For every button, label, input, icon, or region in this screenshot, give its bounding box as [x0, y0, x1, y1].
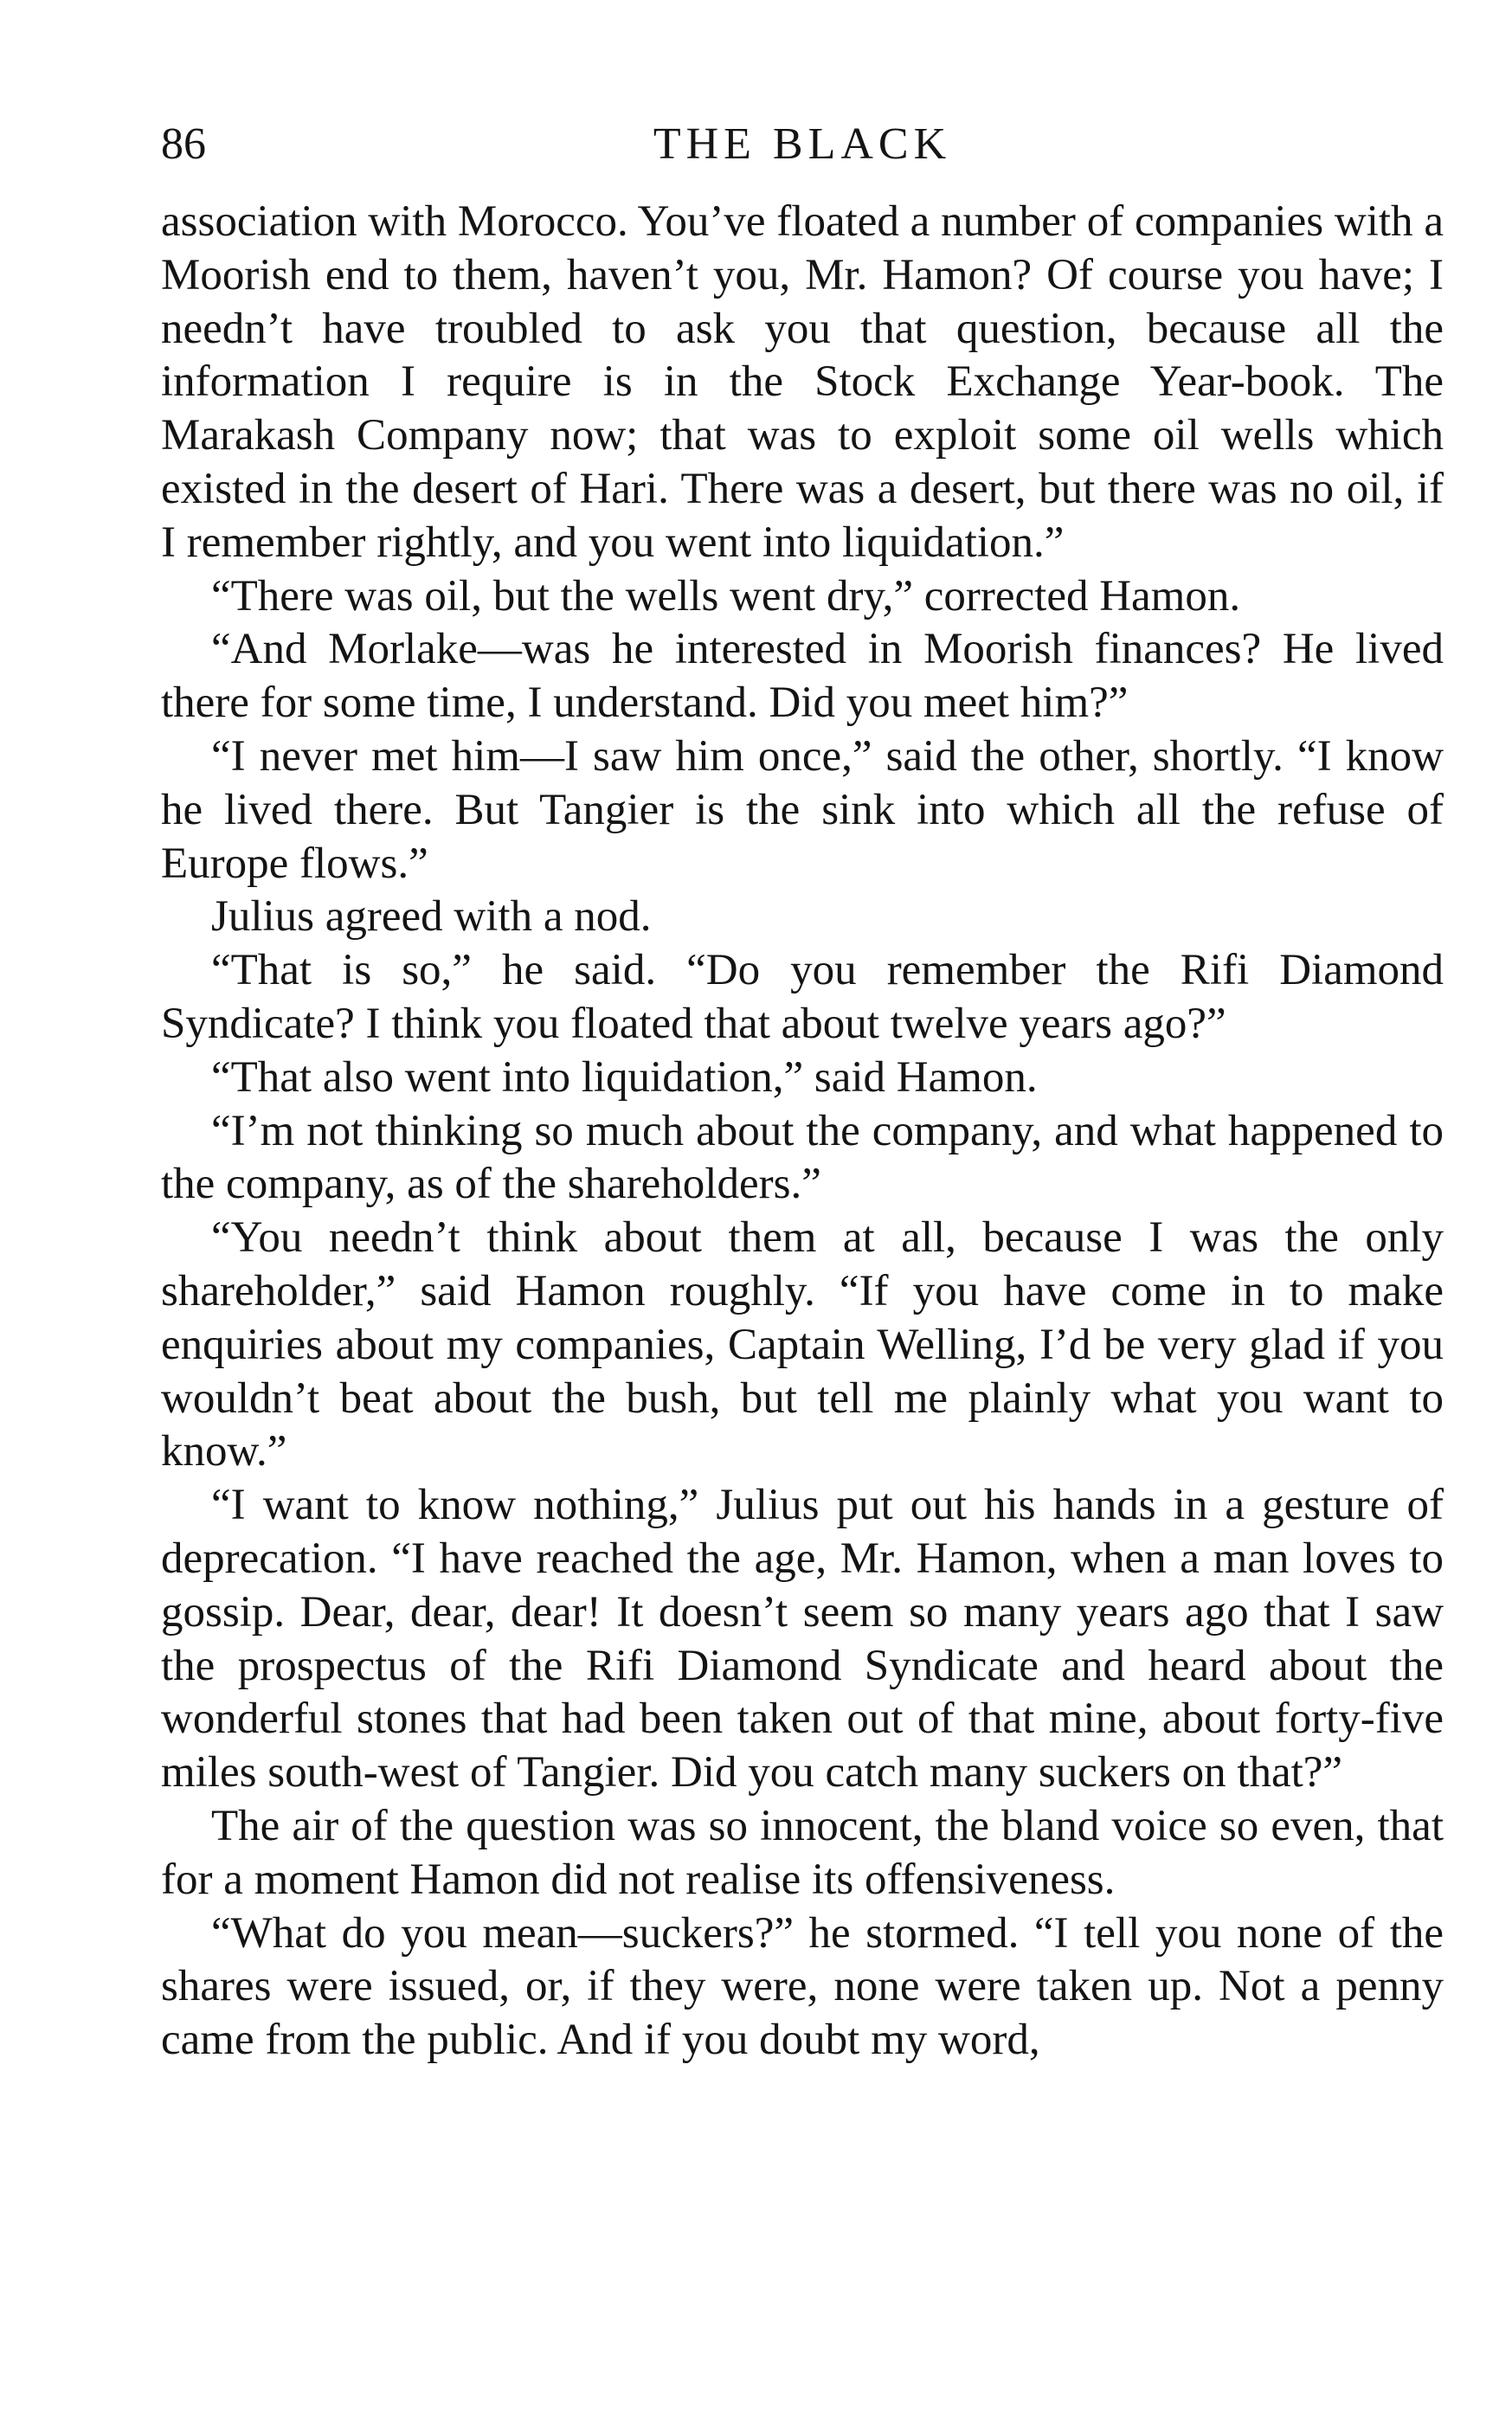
paragraph: The air of the question was so innocent, the bland voice so even, that for a moment Hamon did not realise its offensiveness. [161, 1801, 1444, 1904]
page-header [161, 114, 1444, 175]
paragraph: “There was oil, but the wells went dry,” corrected Hamon. [211, 571, 1241, 621]
paragraph: “I never met him—I saw him once,” said the other, shortly. “I know he lived there. But Tangier is the sink into which all the refuse of Europe flows.” [161, 731, 1444, 888]
paragraph: “What do you mean—suckers?” he stormed. “I tell you none of the shares were issued, or, if they were, none were taken up. Not a penny came from the public. And if you doubt my word, [161, 1908, 1444, 2065]
paragraph: “I want to know nothing,” Julius put out his hands in a gesture of deprecation. “I have reached the age, Mr. Hamon, when a man loves to gossip. Dear, dear, dear! It doesn’t seem so many years ago that I saw the prospectus of the Rifi Diamond Syndicate and heard about the wonderful stones that had been taken out of that mine, about forty-five miles south-west of Tangier. Did you catch many suckers on that?” [161, 1481, 1444, 1798]
paragraph: “That also went into liquidation,” said Hamon. [211, 1052, 1038, 1102]
paragraph: “You needn’t think about them at all, because I was the only shareholder,” said Hamon roughly. “If you have come in to make enquiries about my companies, Captain Welling, I’d be very glad if you wouldn’t beat about the bush, but tell me plainly what you want to know.” [161, 1213, 1444, 1476]
running-title: THE BLACK [653, 119, 952, 169]
paragraph: “And Morlake—was he interested in Moorish finances? He lived there for some time, I understand. Did you meet him?” [161, 625, 1444, 728]
paragraph: Julius agreed with a nod. [211, 892, 652, 942]
paragraph: association with Morocco. You’ve floated a number of companies with a Moorish end to them, haven’t you, Mr. Hamon? Of course you have; I needn’t have troubled to ask you that question, because all the information I require is in the Stock Exchange Year-book. The Marakash Company now; that was to exploit some oil wells which existed in the desert of Hari. There was a desert, but there was no oil, if I remember rightly, and you went into liquidation.” [161, 197, 1444, 567]
paragraph: “I’m not thinking so much about the company, and what happened to the company, as of the shareholders.” [161, 1106, 1444, 1209]
body-text [161, 196, 1444, 2068]
paragraph: “That is so,” he said. “Do you remember the Rifi Diamond Syndicate? I think you floated that about twelve years ago?” [161, 946, 1444, 1048]
page-number: 86 [161, 119, 206, 169]
